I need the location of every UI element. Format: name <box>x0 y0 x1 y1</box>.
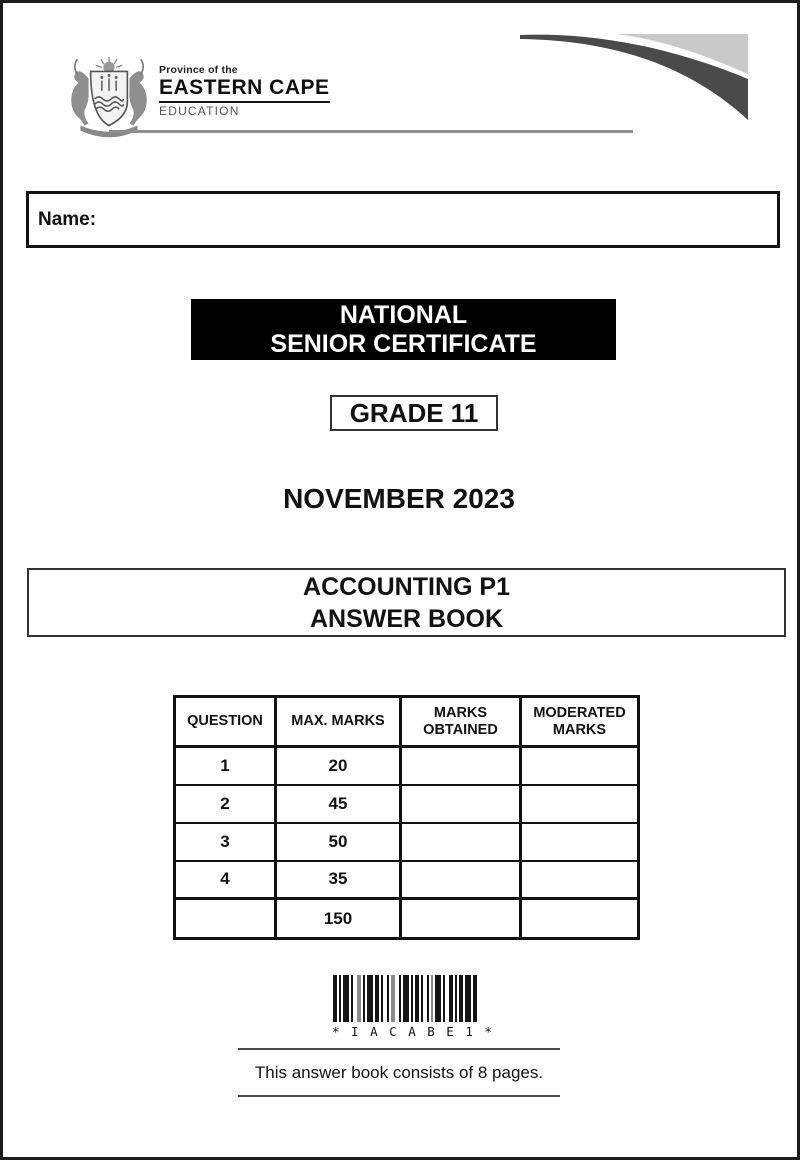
department-wordmark <box>159 65 330 118</box>
cell-max-marks: 35 <box>276 861 401 899</box>
table-row <box>175 823 639 861</box>
table-header-row <box>175 697 639 747</box>
cell-moderated-marks[interactable] <box>521 861 639 899</box>
cell-marks-obtained[interactable] <box>401 785 521 823</box>
cell-max-marks: 20 <box>276 747 401 785</box>
eastern-cape-label: EASTERN CAPE <box>159 77 330 103</box>
grade-box: GRADE 11 <box>330 395 498 431</box>
banner-line-2: SENIOR CERTIFICATE <box>270 329 537 358</box>
cell-moderated-marks[interactable] <box>521 899 639 939</box>
name-value[interactable] <box>96 194 777 245</box>
cell-question: 1 <box>175 747 276 785</box>
subject-box <box>27 568 786 637</box>
subject-line-1: ACCOUNTING P1 <box>303 572 510 601</box>
cell-marks-obtained[interactable] <box>401 899 521 939</box>
cell-marks-obtained[interactable] <box>401 747 521 785</box>
col-header-moderated-marks: MODERATED MARKS <box>521 697 639 747</box>
certificate-banner <box>191 299 616 360</box>
cell-question: 2 <box>175 785 276 823</box>
marks-table <box>173 695 640 940</box>
barcode-bar <box>473 975 477 1022</box>
cell-moderated-marks[interactable] <box>521 785 639 823</box>
table-total-row <box>175 899 639 939</box>
table-row <box>175 785 639 823</box>
cell-question: 3 <box>175 823 276 861</box>
education-label: EDUCATION <box>159 104 240 119</box>
barcode-text: * I A C A B E 1 * <box>332 1024 494 1039</box>
col-header-question: QUESTION <box>175 697 276 747</box>
cell-question: 4 <box>175 861 276 899</box>
table-row <box>175 747 639 785</box>
cell-moderated-marks[interactable] <box>521 747 639 785</box>
cell-moderated-marks[interactable] <box>521 823 639 861</box>
col-header-marks-obtained: MARKS OBTAINED <box>401 697 521 747</box>
cell-marks-obtained[interactable] <box>401 861 521 899</box>
header-rule <box>109 130 633 133</box>
name-field[interactable] <box>26 191 780 248</box>
cell-marks-obtained[interactable] <box>401 823 521 861</box>
cell-question <box>175 899 276 939</box>
cell-max-marks: 45 <box>276 785 401 823</box>
subject-line-2: ANSWER BOOK <box>309 604 504 633</box>
page-count-note: This answer book consists of 8 pages. <box>238 1048 560 1097</box>
banner-line-1: NATIONAL <box>339 300 468 329</box>
table-row <box>175 861 639 899</box>
barcode <box>332 975 494 1039</box>
col-header-max-marks: MAX. MARKS <box>276 697 401 747</box>
corner-swoosh-icon <box>519 30 750 125</box>
session-title: NOVEMBER 2023 <box>283 483 515 514</box>
cell-max-marks: 50 <box>276 823 401 861</box>
province-of-the-label: Province of the <box>159 64 238 76</box>
name-label: Name: <box>38 208 97 230</box>
barcode-image <box>332 975 478 1022</box>
cell-total-max-marks: 150 <box>276 899 401 939</box>
